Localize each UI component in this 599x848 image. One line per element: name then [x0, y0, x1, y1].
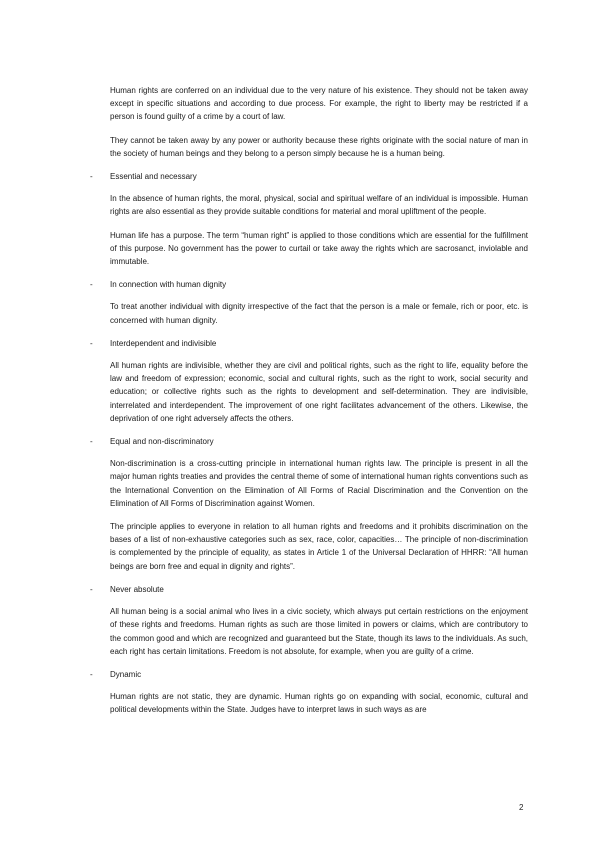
paragraph: In the absence of human rights, the moral, physical, social and spiritual welfare of an individual is impossible. Human rights are also essential as they provide suitable conditions for material and moral upliftment of the people. — [110, 194, 528, 217]
section-heading-never-absolute — [90, 583, 528, 596]
section-heading-dignity — [90, 278, 528, 291]
paragraph: All human rights are indivisible, whether they are civil and political rights, such as the right to life, equality before the law and freedom of expression; economic, social and cultural rights, such as the right to work, social security and education; or collective rights such as the rights to development and self-determination. They are indivisible, interrelated and interdependent. The improvement of one right facilitates advancement of the others. Likewise, the deprivation of one right adversely affects the others. — [110, 361, 528, 423]
section-heading-dynamic — [90, 668, 528, 681]
bullet-marker: - — [90, 669, 93, 679]
paragraph: Human rights are not static, they are dynamic. Human rights go on expanding with social, economic, cultural and political developments within the State. Judges have to interpret laws in such ways as are — [110, 692, 528, 715]
section-heading-interdependent — [90, 337, 528, 350]
bullet-marker: - — [90, 280, 93, 290]
page-number: 2 — [519, 803, 524, 812]
paragraph: They cannot be taken away by any power or authority because these rights originate with the social nature of man in the society of human beings and they belong to a person simply because he is a human being. — [110, 135, 528, 158]
page-body — [90, 84, 528, 727]
section-heading-essential — [90, 170, 528, 183]
paragraph: The principle applies to everyone in relation to all human rights and freedoms and it prohibits discrimination on the bases of a list of non-exhaustive categories such as sex, race, color, capacities… The principle of non-discrimination is complemented by the principle of equality, as states in Article 1 of the Universal Declaration of HHRR: “All human beings are born free and equal in dignity and rights”. — [110, 522, 528, 571]
section-heading-label: Interdependent and indivisible — [110, 338, 217, 348]
paragraph: All human being is a social animal who lives in a civic society, which always put certain restrictions on the enjoyment of these rights and freedoms. Human rights as such are those limited in powers or claims, which are contributory to the common good and which are recognized and guaranteed but the State, though its laws to the individuals. As such, each right has certain limitations. Freedom is not absolute, for example, when you are guilty of a crime. — [110, 607, 528, 656]
paragraph: To treat another individual with dignity irrespective of the fact that the person is a male or female, rich or poor, etc. is concerned with human dignity. — [110, 302, 528, 325]
section-heading-label: Dynamic — [110, 669, 142, 679]
section-heading-label: In connection with human dignity — [110, 280, 227, 290]
bullet-marker: - — [90, 172, 93, 182]
bullet-marker: - — [90, 338, 93, 348]
section-heading-label: Never absolute — [110, 584, 164, 594]
paragraph: Non-discrimination is a cross-cutting principle in international human rights law. The principle is present in all the major human rights treaties and provides the central theme of some of international human rights conventions such as the International Convention on the Elimination of All Forms of Racial Discrimination and the Convention on the Elimination of All Forms of Discrimination against Women. — [110, 459, 528, 508]
section-heading-equal — [90, 435, 528, 448]
paragraph: Human rights are conferred on an individual due to the very nature of his existence. They should not be taken away except in specific situations and according to due process. For example, the right to liberty may be restricted if a person is found guilty of a crime by a court of law. — [110, 86, 528, 122]
section-heading-label: Equal and non-discriminatory — [110, 437, 214, 447]
section-heading-label: Essential and necessary — [110, 172, 197, 182]
bullet-marker: - — [90, 584, 93, 594]
paragraph: Human life has a purpose. The term “human right” is applied to those conditions which are essential for the fulfillment of this purpose. No government has the power to curtail or take away the rights which are sacrosanct, inviolable and immutable. — [110, 230, 528, 267]
bullet-marker: - — [90, 437, 93, 447]
